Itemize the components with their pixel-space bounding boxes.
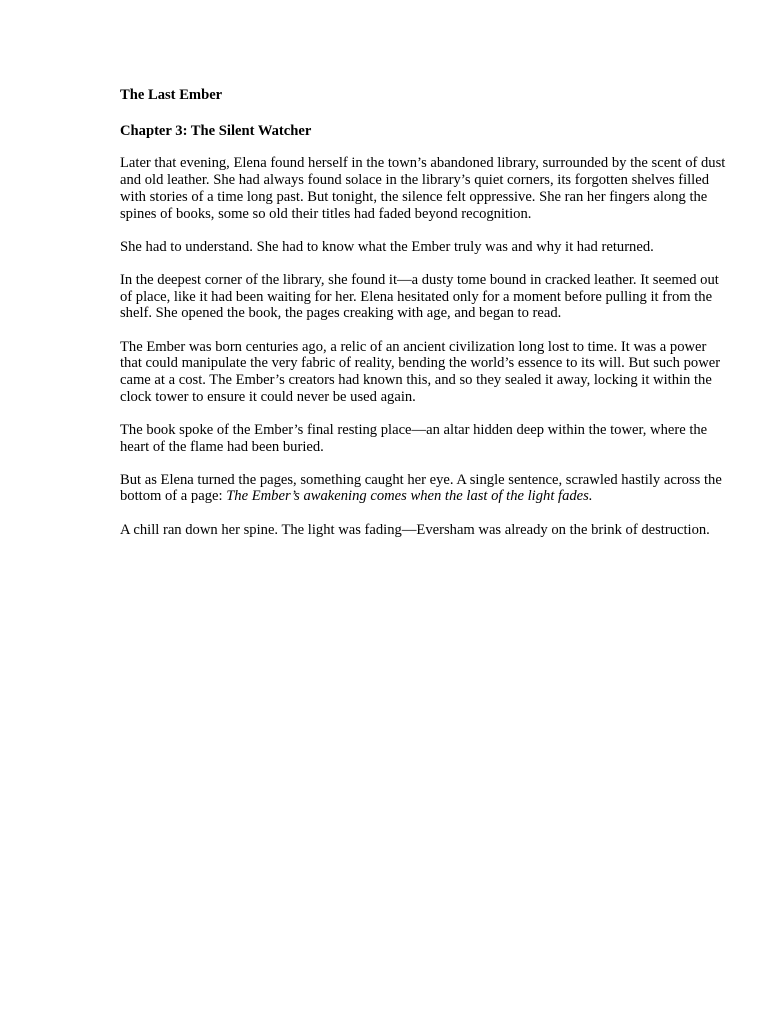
paragraph-6 xyxy=(120,472,730,505)
paragraph-1: Later that evening, Elena found herself in the town’s abandoned library, surrounded by the scent of dust and old leather. She had always found solace in the library’s quiet corners, its forgotten shelves filled with stories of a time long past. But tonight, the silence felt oppressive. She ran her fingers along the spines of books, some so old their titles had faded beyond recognition. xyxy=(120,155,726,222)
chapter-heading: Chapter 3: The Silent Watcher xyxy=(120,122,312,139)
paragraph-7: A chill ran down her spine. The light was fading—Eversham was already on the brink of destruction. xyxy=(120,521,710,538)
document-title: The Last Ember xyxy=(120,87,223,103)
paragraph-3: In the deepest corner of the library, she found it—a dusty tome bound in cracked leather. It seemed out of place, like it had been waiting for her. Elena hesitated only for a moment before pulling it from the shelf. She opened the book, the pages creaking with age, and began to read. xyxy=(120,271,719,322)
paragraph-5: The book spoke of the Ember’s final resting place—an altar hidden deep within the tower, where the heart of the flame had been buried. xyxy=(120,421,708,455)
paragraph-6-text: But as Elena turned the pages, something caught her eye. A single sentence, scrawled hastily across the bottom of a page: xyxy=(120,471,722,505)
document-body xyxy=(120,87,730,555)
paragraph-6-italic-quote: The Ember’s awakening comes when the last of the light fades. xyxy=(226,488,593,505)
paragraph-2: She had to understand. She had to know what the Ember truly was and why it had returned. xyxy=(120,238,654,255)
paragraph-4: The Ember was born centuries ago, a relic of an ancient civilization long lost to time. It was a power that could manipulate the very fabric of reality, bending the world’s essence to its will. But such power came at a cost. The Ember’s creators had known this, and so they sealed it away, locking it within the clock tower to ensure it could never be used again. xyxy=(120,338,721,405)
